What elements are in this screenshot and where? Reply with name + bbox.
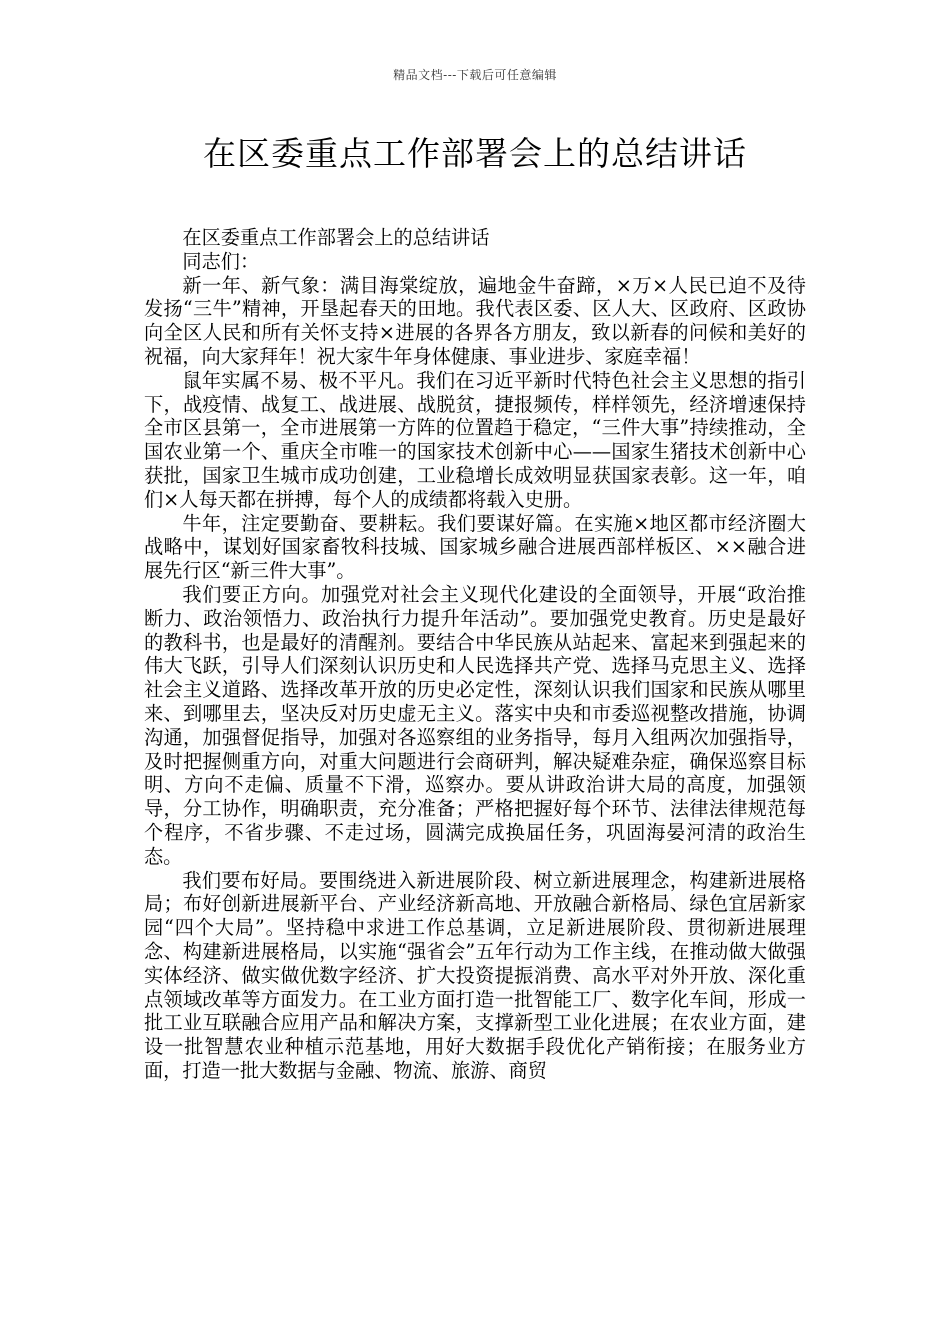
body-paragraph: 新一年、新气象：满目海棠绽放，遍地金牛奋蹄，×万×人民已迫不及待发扬“三牛”精神，开垦起春天的田地。我代表区委、区人大、区政府、区政协向全区人民和所有关怀支持×进展的各界各方朋友，致以新春的问候和美好的祝福，向大家拜年！祝大家牛年身体健康、事业进步、家庭幸福！: [144, 273, 806, 368]
body-paragraph: 在区委重点工作部署会上的总结讲话: [182, 226, 490, 249]
body-paragraph: 牛年，注定要勤奋、要耕耘。我们要谋好篇。在实施×地区都市经济圈大战略中，谋划好国家畜牧科技城、国家城乡融合进展西部样板区、××融合进展先行区“新三件大事”。: [144, 511, 806, 583]
header-note: 精品文档---下载后可任意编辑: [393, 68, 557, 82]
document-body: [144, 226, 806, 1083]
body-paragraph: 鼠年实属不易、极不平凡。我们在习近平新时代特色社会主义思想的指引下，战疫情、战复工、战进展、战脱贫，捷报频传，样样领先，经济增速保持全市区县第一，全市进展第一方阵的位置趋于稳定，“三件大事”持续推动，全国农业第一个、重庆全市唯一的国家技术创新中心——国家生猪技术创新中心获批，国家卫生城市成功创建，工业稳增长成效明显获国家表彰。这一年，咱们×人每天都在拼搏，每个人的成绩都将载入史册。: [144, 368, 806, 511]
body-paragraph: 我们要正方向。加强党对社会主义现代化建设的全面领导，开展“政治推断力、政治领悟力、政治执行力提升年活动”。要加强党史教育。历史是最好的教科书，也是最好的清醒剂。要结合中华民族从站起来、富起来到强起来的伟大飞跃，引导人们深刻认识历史和人民选择共产党、选择马克思主义、选择社会主义道路、选择改革开放的历史必定性，深刻认识我们国家和民族从哪里来、到哪里去，坚决反对历史虚无主义。落实中央和市委巡视整改措施，协调沟通，加强督促指导，加强对各巡察组的业务指导，每月入组两次加强指导，及时把握侧重方向，对重大问题进行会商研判，解决疑难杂症，确保巡察目标明、方向不走偏、质量不下滑，巡察办。要从讲政治讲大局的高度，加强领导，分工协作，明确职责，充分准备；严格把握好每个环节、法律法律规范每个程序，不省步骤、不走过场，圆满完成换届任务，巩固海晏河清的政治生态。: [144, 582, 806, 868]
document-title: 在区委重点工作部署会上的总结讲话: [203, 134, 747, 173]
body-paragraph: 我们要布好局。要围绕进入新进展阶段、树立新进展理念，构建新进展格局；布好创新进展新平台、产业经济新高地、开放融合新格局、绿色宜居新家园“四个大局”。坚持稳中求进工作总基调，立足新进展阶段、贯彻新进展理念、构建新进展格局，以实施“强省会”五年行动为工作主线，在推动做大做强实体经济、做实做优数字经济、扩大投资提振消费、高水平对外开放、深化重点领域改革等方面发力。在工业方面打造一批智能工厂、数字化车间，形成一批工业互联融合应用产品和解决方案，支撑新型工业化进展；在农业方面，建设一批智慧农业种植示范基地，用好大数据手段优化产销衔接；在服务业方面，打造一批大数据与金融、物流、旅游、商贸: [144, 868, 806, 1082]
body-paragraph: 同志们：: [182, 249, 260, 273]
